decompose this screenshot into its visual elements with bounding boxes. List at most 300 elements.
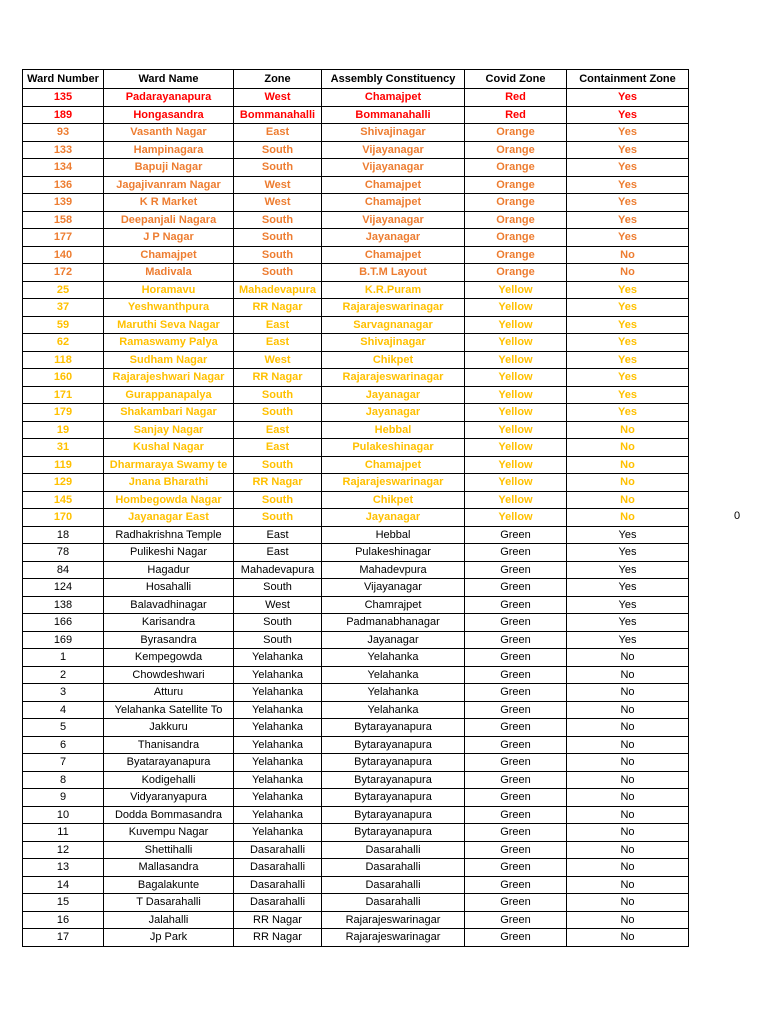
assembly-constituency-cell: Rajarajeswarinagar	[322, 474, 465, 492]
table-row	[23, 176, 689, 194]
ward-number-cell: 177	[23, 229, 104, 247]
covid-zone-cell: Green	[465, 841, 567, 859]
ward-name-cell: Yelahanka Satellite To	[104, 701, 234, 719]
ward-number-cell: 135	[23, 89, 104, 107]
zone-cell: Yelahanka	[234, 666, 322, 684]
ward-name-cell: K R Market	[104, 194, 234, 212]
ward-name-cell: Hosahalli	[104, 579, 234, 597]
covid-zone-cell: Orange	[465, 141, 567, 159]
assembly-constituency-cell: Dasarahalli	[322, 876, 465, 894]
ward-number-cell: 8	[23, 771, 104, 789]
ward-name-cell: J P Nagar	[104, 229, 234, 247]
assembly-constituency-cell: Bytarayanapura	[322, 824, 465, 842]
covid-zone-cell: Yellow	[465, 509, 567, 527]
zone-cell: Dasarahalli	[234, 841, 322, 859]
zone-cell: South	[234, 211, 322, 229]
containment-zone-cell: Yes	[567, 211, 689, 229]
containment-zone-cell: No	[567, 684, 689, 702]
containment-zone-cell: Yes	[567, 526, 689, 544]
zone-cell: South	[234, 631, 322, 649]
ward-number-cell: 118	[23, 351, 104, 369]
covid-zone-cell: Green	[465, 526, 567, 544]
containment-zone-cell: No	[567, 754, 689, 772]
ward-number-cell: 3	[23, 684, 104, 702]
covid-zone-cell: Green	[465, 666, 567, 684]
table-row	[23, 684, 689, 702]
covid-zone-cell: Green	[465, 789, 567, 807]
table-row	[23, 106, 689, 124]
table-row	[23, 754, 689, 772]
containment-zone-cell: Yes	[567, 299, 689, 317]
stray-cell-value: 0	[734, 510, 741, 522]
table-row	[23, 649, 689, 667]
ward-name-cell: Dharmaraya Swamy te	[104, 456, 234, 474]
covid-zone-cell: Green	[465, 876, 567, 894]
ward-number-cell: 138	[23, 596, 104, 614]
ward-table	[22, 69, 689, 947]
ward-number-cell: 119	[23, 456, 104, 474]
ward-number-cell: 59	[23, 316, 104, 334]
table-row	[23, 561, 689, 579]
covid-zone-cell: Green	[465, 736, 567, 754]
table-row	[23, 701, 689, 719]
containment-zone-cell: Yes	[567, 229, 689, 247]
containment-zone-cell: No	[567, 456, 689, 474]
containment-zone-cell: No	[567, 894, 689, 912]
covid-zone-cell: Green	[465, 719, 567, 737]
ward-name-cell: Jalahalli	[104, 911, 234, 929]
ward-number-cell: 133	[23, 141, 104, 159]
table-row	[23, 841, 689, 859]
assembly-constituency-cell: Pulakeshinagar	[322, 439, 465, 457]
table-row	[23, 456, 689, 474]
header-assembly-constituency: Assembly Constituency	[322, 70, 465, 89]
table-row	[23, 526, 689, 544]
assembly-constituency-cell: Bytarayanapura	[322, 719, 465, 737]
zone-cell: RR Nagar	[234, 299, 322, 317]
ward-name-cell: Maruthi Seva Nagar	[104, 316, 234, 334]
containment-zone-cell: No	[567, 649, 689, 667]
covid-zone-cell: Yellow	[465, 404, 567, 422]
covid-zone-cell: Green	[465, 771, 567, 789]
assembly-constituency-cell: Shivajinagar	[322, 124, 465, 142]
ward-number-cell: 170	[23, 509, 104, 527]
containment-zone-cell: Yes	[567, 351, 689, 369]
ward-name-cell: Gurappanapalya	[104, 386, 234, 404]
ward-name-cell: Shakambari Nagar	[104, 404, 234, 422]
table-row	[23, 491, 689, 509]
zone-cell: RR Nagar	[234, 369, 322, 387]
zone-cell: South	[234, 159, 322, 177]
zone-cell: East	[234, 124, 322, 142]
zone-cell: West	[234, 351, 322, 369]
ward-number-cell: 78	[23, 544, 104, 562]
covid-zone-cell: Red	[465, 106, 567, 124]
zone-cell: South	[234, 579, 322, 597]
containment-zone-cell: No	[567, 439, 689, 457]
assembly-constituency-cell: Yelahanka	[322, 666, 465, 684]
ward-name-cell: Horamavu	[104, 281, 234, 299]
covid-zone-cell: Green	[465, 911, 567, 929]
zone-cell: Yelahanka	[234, 649, 322, 667]
ward-name-cell: Chamajpet	[104, 246, 234, 264]
covid-zone-cell: Green	[465, 701, 567, 719]
covid-zone-cell: Green	[465, 544, 567, 562]
containment-zone-cell: No	[567, 509, 689, 527]
assembly-constituency-cell: Jayanagar	[322, 386, 465, 404]
ward-name-cell: Kushal Nagar	[104, 439, 234, 457]
table-row	[23, 859, 689, 877]
covid-zone-cell: Yellow	[465, 281, 567, 299]
ward-number-cell: 84	[23, 561, 104, 579]
ward-number-cell: 5	[23, 719, 104, 737]
covid-zone-cell: Yellow	[465, 316, 567, 334]
ward-name-cell: Deepanjali Nagara	[104, 211, 234, 229]
ward-name-cell: Jakkuru	[104, 719, 234, 737]
zone-cell: East	[234, 544, 322, 562]
assembly-constituency-cell: Bytarayanapura	[322, 771, 465, 789]
covid-zone-cell: Orange	[465, 211, 567, 229]
containment-zone-cell: Yes	[567, 614, 689, 632]
zone-cell: South	[234, 264, 322, 282]
zone-cell: West	[234, 176, 322, 194]
table-row	[23, 509, 689, 527]
covid-zone-cell: Yellow	[465, 299, 567, 317]
assembly-constituency-cell: Vijayanagar	[322, 159, 465, 177]
containment-zone-cell: No	[567, 264, 689, 282]
assembly-constituency-cell: Rajarajeswarinagar	[322, 369, 465, 387]
containment-zone-cell: No	[567, 824, 689, 842]
zone-cell: RR Nagar	[234, 911, 322, 929]
ward-name-cell: Rajarajeshwari Nagar	[104, 369, 234, 387]
covid-zone-cell: Yellow	[465, 491, 567, 509]
zone-cell: South	[234, 404, 322, 422]
table-row	[23, 719, 689, 737]
ward-number-cell: 124	[23, 579, 104, 597]
covid-zone-cell: Green	[465, 631, 567, 649]
ward-number-cell: 145	[23, 491, 104, 509]
table-row	[23, 246, 689, 264]
ward-name-cell: Jnana Bharathi	[104, 474, 234, 492]
assembly-constituency-cell: Chikpet	[322, 351, 465, 369]
containment-zone-cell: Yes	[567, 106, 689, 124]
zone-cell: Dasarahalli	[234, 876, 322, 894]
header-zone: Zone	[234, 70, 322, 89]
assembly-constituency-cell: Dasarahalli	[322, 894, 465, 912]
covid-zone-cell: Orange	[465, 159, 567, 177]
zone-cell: East	[234, 421, 322, 439]
ward-number-cell: 1	[23, 649, 104, 667]
ward-name-cell: Chowdeshwari	[104, 666, 234, 684]
assembly-constituency-cell: Hebbal	[322, 421, 465, 439]
assembly-constituency-cell: Vijayanagar	[322, 211, 465, 229]
zone-cell: Yelahanka	[234, 719, 322, 737]
ward-number-cell: 12	[23, 841, 104, 859]
containment-zone-cell: Yes	[567, 159, 689, 177]
table-row	[23, 771, 689, 789]
containment-zone-cell: No	[567, 911, 689, 929]
covid-zone-cell: Green	[465, 561, 567, 579]
containment-zone-cell: No	[567, 666, 689, 684]
ward-name-cell: Radhakrishna Temple	[104, 526, 234, 544]
table-row	[23, 824, 689, 842]
containment-zone-cell: No	[567, 701, 689, 719]
zone-cell: South	[234, 614, 322, 632]
ward-number-cell: 129	[23, 474, 104, 492]
ward-number-cell: 172	[23, 264, 104, 282]
ward-number-cell: 166	[23, 614, 104, 632]
ward-name-cell: Kuvempu Nagar	[104, 824, 234, 842]
containment-zone-cell: No	[567, 474, 689, 492]
containment-zone-cell: No	[567, 806, 689, 824]
covid-zone-cell: Yellow	[465, 369, 567, 387]
containment-zone-cell: Yes	[567, 89, 689, 107]
ward-name-cell: Byatarayanapura	[104, 754, 234, 772]
containment-zone-cell: Yes	[567, 579, 689, 597]
ward-number-cell: 4	[23, 701, 104, 719]
ward-number-cell: 7	[23, 754, 104, 772]
zone-cell: South	[234, 491, 322, 509]
ward-name-cell: Padarayanapura	[104, 89, 234, 107]
table-row	[23, 404, 689, 422]
table-row	[23, 369, 689, 387]
table-row	[23, 929, 689, 947]
table-row	[23, 299, 689, 317]
zone-cell: Yelahanka	[234, 736, 322, 754]
zone-cell: East	[234, 334, 322, 352]
table-row	[23, 421, 689, 439]
table-row	[23, 141, 689, 159]
ward-number-cell: 17	[23, 929, 104, 947]
zone-cell: West	[234, 194, 322, 212]
ward-name-cell: Madivala	[104, 264, 234, 282]
ward-name-cell: Sanjay Nagar	[104, 421, 234, 439]
ward-number-cell: 11	[23, 824, 104, 842]
covid-zone-cell: Yellow	[465, 386, 567, 404]
ward-name-cell: Sudham Nagar	[104, 351, 234, 369]
ward-number-cell: 158	[23, 211, 104, 229]
zone-cell: RR Nagar	[234, 474, 322, 492]
zone-cell: Yelahanka	[234, 684, 322, 702]
containment-zone-cell: Yes	[567, 141, 689, 159]
ward-name-cell: Hombegowda Nagar	[104, 491, 234, 509]
covid-zone-cell: Yellow	[465, 474, 567, 492]
covid-zone-cell: Yellow	[465, 351, 567, 369]
zone-cell: South	[234, 141, 322, 159]
zone-cell: South	[234, 246, 322, 264]
containment-zone-cell: Yes	[567, 316, 689, 334]
containment-zone-cell: Yes	[567, 404, 689, 422]
ward-name-cell: Kempegowda	[104, 649, 234, 667]
containment-zone-cell: No	[567, 859, 689, 877]
ward-name-cell: Jp Park	[104, 929, 234, 947]
ward-number-cell: 18	[23, 526, 104, 544]
ward-name-cell: Karisandra	[104, 614, 234, 632]
table-row	[23, 614, 689, 632]
zone-cell: South	[234, 509, 322, 527]
ward-name-cell: Balavadhinagar	[104, 596, 234, 614]
covid-zone-cell: Green	[465, 894, 567, 912]
ward-number-cell: 169	[23, 631, 104, 649]
ward-number-cell: 2	[23, 666, 104, 684]
assembly-constituency-cell: Rajarajeswarinagar	[322, 299, 465, 317]
table-row	[23, 386, 689, 404]
ward-number-cell: 9	[23, 789, 104, 807]
assembly-constituency-cell: Rajarajeswarinagar	[322, 929, 465, 947]
table-row	[23, 264, 689, 282]
ward-name-cell: Mallasandra	[104, 859, 234, 877]
ward-number-cell: 13	[23, 859, 104, 877]
zone-cell: Dasarahalli	[234, 859, 322, 877]
ward-number-cell: 160	[23, 369, 104, 387]
zone-cell: Bommanahalli	[234, 106, 322, 124]
containment-zone-cell: No	[567, 421, 689, 439]
assembly-constituency-cell: Bytarayanapura	[322, 789, 465, 807]
covid-zone-cell: Orange	[465, 229, 567, 247]
zone-cell: Yelahanka	[234, 824, 322, 842]
ward-number-cell: 14	[23, 876, 104, 894]
containment-zone-cell: Yes	[567, 561, 689, 579]
ward-name-cell: Dodda Bommasandra	[104, 806, 234, 824]
containment-zone-cell: No	[567, 876, 689, 894]
ward-name-cell: Atturu	[104, 684, 234, 702]
covid-zone-cell: Green	[465, 859, 567, 877]
assembly-constituency-cell: Jayanagar	[322, 404, 465, 422]
assembly-constituency-cell: Bytarayanapura	[322, 754, 465, 772]
covid-zone-cell: Yellow	[465, 421, 567, 439]
assembly-constituency-cell: Padmanabhanagar	[322, 614, 465, 632]
containment-zone-cell: Yes	[567, 281, 689, 299]
header-ward-number: Ward Number	[23, 70, 104, 89]
ward-name-cell: Byrasandra	[104, 631, 234, 649]
assembly-constituency-cell: Yelahanka	[322, 649, 465, 667]
ward-name-cell: Thanisandra	[104, 736, 234, 754]
ward-name-cell: Yeshwanthpura	[104, 299, 234, 317]
ward-name-cell: Shettihalli	[104, 841, 234, 859]
table-row	[23, 474, 689, 492]
zone-cell: East	[234, 316, 322, 334]
containment-zone-cell: Yes	[567, 334, 689, 352]
ward-number-cell: 31	[23, 439, 104, 457]
covid-zone-cell: Yellow	[465, 439, 567, 457]
table-row	[23, 281, 689, 299]
ward-name-cell: Hagadur	[104, 561, 234, 579]
ward-number-cell: 10	[23, 806, 104, 824]
zone-cell: Dasarahalli	[234, 894, 322, 912]
covid-zone-cell: Yellow	[465, 456, 567, 474]
covid-zone-cell: Green	[465, 596, 567, 614]
table-row	[23, 579, 689, 597]
table-row	[23, 316, 689, 334]
containment-zone-cell: Yes	[567, 631, 689, 649]
assembly-constituency-cell: Pulakeshinagar	[322, 544, 465, 562]
covid-zone-cell: Green	[465, 929, 567, 947]
table-row	[23, 334, 689, 352]
assembly-constituency-cell: Bommanahalli	[322, 106, 465, 124]
zone-cell: Yelahanka	[234, 754, 322, 772]
ward-number-cell: 6	[23, 736, 104, 754]
covid-zone-cell: Orange	[465, 264, 567, 282]
zone-cell: Yelahanka	[234, 771, 322, 789]
covid-zone-cell: Red	[465, 89, 567, 107]
table-row	[23, 596, 689, 614]
zone-cell: Mahadevapura	[234, 281, 322, 299]
assembly-constituency-cell: Chamajpet	[322, 194, 465, 212]
assembly-constituency-cell: Mahadevpura	[322, 561, 465, 579]
covid-zone-cell: Green	[465, 614, 567, 632]
table-row	[23, 631, 689, 649]
assembly-constituency-cell: Dasarahalli	[322, 859, 465, 877]
containment-zone-cell: No	[567, 789, 689, 807]
header-containment-zone: Containment Zone	[567, 70, 689, 89]
table-body	[23, 89, 689, 947]
covid-zone-cell: Green	[465, 824, 567, 842]
assembly-constituency-cell: Chamajpet	[322, 456, 465, 474]
ward-name-cell: Jayanagar East	[104, 509, 234, 527]
header-row	[23, 70, 689, 89]
assembly-constituency-cell: B.T.M Layout	[322, 264, 465, 282]
assembly-constituency-cell: Shivajinagar	[322, 334, 465, 352]
zone-cell: Yelahanka	[234, 701, 322, 719]
zone-cell: West	[234, 596, 322, 614]
containment-zone-cell: No	[567, 246, 689, 264]
table-row	[23, 124, 689, 142]
zone-cell: South	[234, 229, 322, 247]
ward-name-cell: Pulikeshi Nagar	[104, 544, 234, 562]
zone-cell: West	[234, 89, 322, 107]
ward-name-cell: Kodigehalli	[104, 771, 234, 789]
ward-name-cell: Bapuji Nagar	[104, 159, 234, 177]
assembly-constituency-cell: Vijayanagar	[322, 579, 465, 597]
containment-zone-cell: No	[567, 491, 689, 509]
zone-cell: Mahadevapura	[234, 561, 322, 579]
ward-name-cell: Bagalakunte	[104, 876, 234, 894]
containment-zone-cell: Yes	[567, 596, 689, 614]
ward-number-cell: 171	[23, 386, 104, 404]
covid-zone-cell: Orange	[465, 246, 567, 264]
ward-number-cell: 15	[23, 894, 104, 912]
containment-zone-cell: Yes	[567, 369, 689, 387]
zone-cell: RR Nagar	[234, 929, 322, 947]
assembly-constituency-cell: Rajarajeswarinagar	[322, 911, 465, 929]
assembly-constituency-cell: Jayanagar	[322, 229, 465, 247]
covid-zone-cell: Yellow	[465, 334, 567, 352]
ward-name-cell: Jagajivanram Nagar	[104, 176, 234, 194]
zone-cell: Yelahanka	[234, 806, 322, 824]
assembly-constituency-cell: Chamajpet	[322, 176, 465, 194]
assembly-constituency-cell: Jayanagar	[322, 509, 465, 527]
zone-cell: South	[234, 456, 322, 474]
table-row	[23, 439, 689, 457]
table-row	[23, 789, 689, 807]
containment-zone-cell: Yes	[567, 544, 689, 562]
zone-cell: East	[234, 439, 322, 457]
zone-cell: South	[234, 386, 322, 404]
ward-number-cell: 139	[23, 194, 104, 212]
ward-name-cell: Hampinagara	[104, 141, 234, 159]
containment-zone-cell: No	[567, 719, 689, 737]
assembly-constituency-cell: Chikpet	[322, 491, 465, 509]
containment-zone-cell: Yes	[567, 176, 689, 194]
covid-zone-cell: Orange	[465, 124, 567, 142]
assembly-constituency-cell: Bytarayanapura	[322, 806, 465, 824]
header-covid-zone: Covid Zone	[465, 70, 567, 89]
table-row	[23, 894, 689, 912]
ward-name-cell: Vasanth Nagar	[104, 124, 234, 142]
assembly-constituency-cell: Hebbal	[322, 526, 465, 544]
table-row	[23, 736, 689, 754]
containment-zone-cell: No	[567, 736, 689, 754]
